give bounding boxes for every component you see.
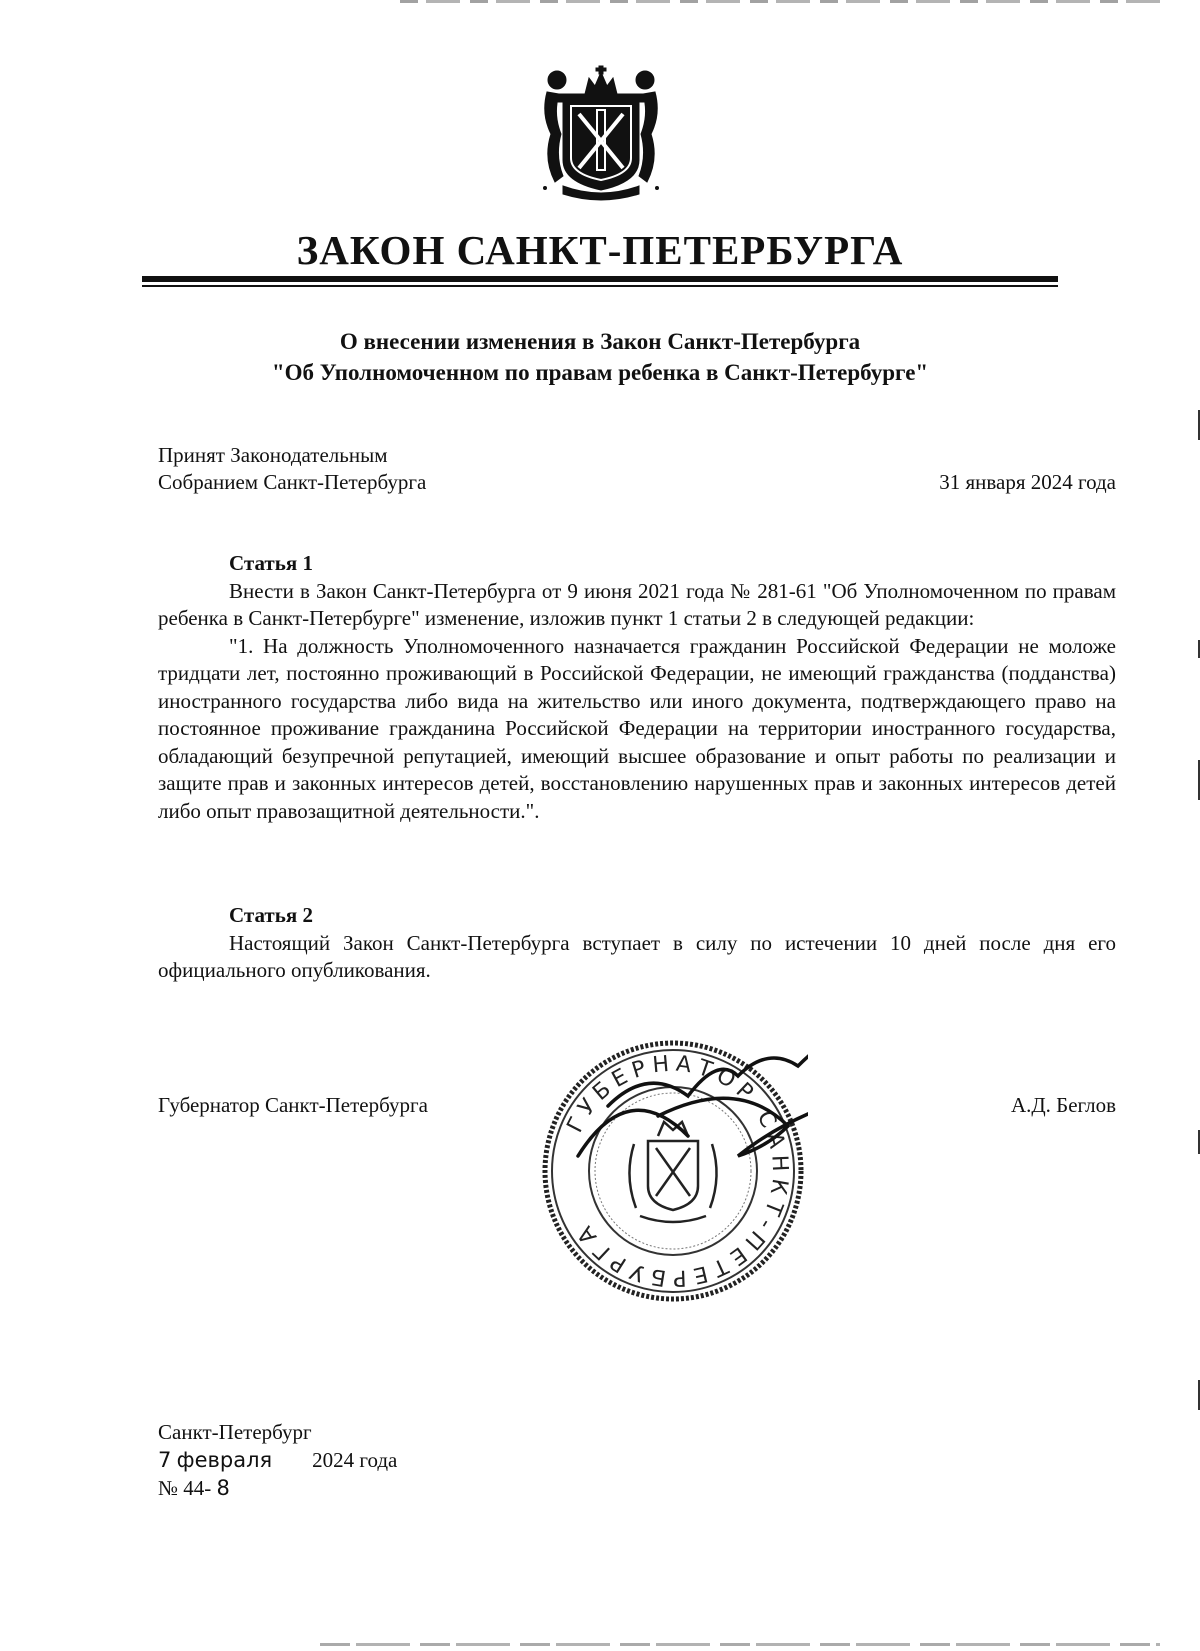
signatory-position: Губернатор Санкт-Петербурга — [158, 1093, 428, 1117]
article-2 — [158, 902, 1116, 985]
signing-year: 2024 года — [312, 1448, 398, 1472]
seal-ring-text: ГУБЕРНАТОР САНКТ-ПЕТЕРБУРГА — [562, 1051, 793, 1291]
signing-date — [158, 1446, 397, 1474]
adoption-line: Собранием Санкт-Петербурга — [158, 470, 427, 494]
title-divider-thin — [142, 285, 1058, 287]
law-subtitle — [0, 326, 1200, 388]
title-divider-thick — [142, 276, 1058, 282]
article-paragraph: Внести в Закон Санкт-Петербурга от 9 июня 2021 года № 281-61 "Об Уполномоченном по правам ребенка в Санкт-Петербурге" изменение, изложив пункт 1 статьи 2 в следующей редакции: — [158, 578, 1116, 630]
law-number — [158, 1474, 397, 1502]
article-paragraph: Настоящий Закон Санкт-Петербурга вступает в силу по истечении 10 дней после дня его официального опубликования. — [158, 930, 1116, 982]
signing-month: февраля — [176, 1448, 273, 1472]
law-number-prefix: № 44- — [158, 1476, 212, 1500]
law-title: ЗАКОН САНКТ-ПЕТЕРБУРГА — [296, 227, 904, 273]
signing-city: Санкт-Петербург — [158, 1420, 312, 1444]
signatory-name: А.Д. Беглов — [1010, 1093, 1116, 1117]
signing-place-date — [158, 1418, 397, 1502]
scan-artifact-top — [400, 0, 1160, 3]
law-number-value: 8 — [216, 1476, 230, 1500]
article-paragraph: "1. На должность Уполномоченного назначается гражданин Российской Федерации не моложе тридцати лет, постоянно проживающий в Российской Федерации, не имеющий гражданства (подданства) иностранного государства либо вида на жительство или иного документа, подтверждающего право на постоянное проживание гражданина Российской Федерации на территории иностранного государства, обладающий безупречной репутацией, имеющий высшее образование и опыт работы по реализации и защите прав и законных интересов детей, восстановлению нарушенных прав и законных интересов детей либо опыт правозащитной деятельности.". — [158, 633, 1116, 823]
adoption-line: Принят Законодательным — [158, 443, 388, 467]
article-heading: Статья 2 — [229, 903, 313, 927]
official-seal-icon — [538, 1036, 808, 1306]
article-1 — [158, 550, 1116, 825]
subtitle-line: "Об Уполномоченном по правам ребенка в Санкт-Петербурге" — [271, 360, 929, 385]
adoption-date: 31 января 2024 года — [939, 470, 1116, 494]
signing-day: 7 — [158, 1448, 172, 1472]
article-heading: Статья 1 — [229, 551, 313, 575]
scan-artifact-bottom — [320, 1643, 1160, 1646]
adoption-info — [158, 442, 426, 496]
subtitle-line: О внесении изменения в Закон Санкт-Петербурга — [339, 329, 861, 354]
coat-of-arms-icon — [533, 64, 669, 204]
